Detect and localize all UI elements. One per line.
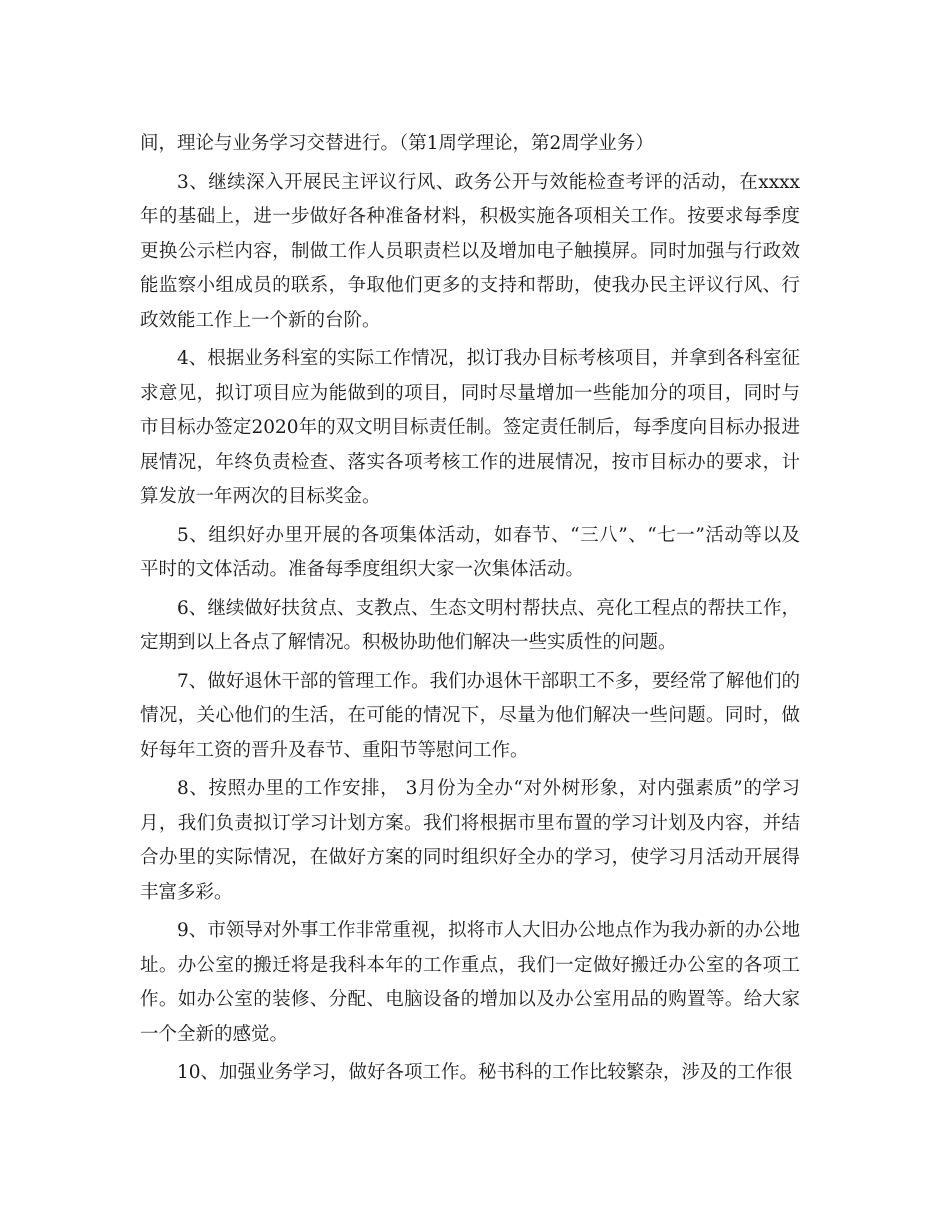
paragraph-item-6: 6、继续做好扶贫点、支教点、生态文明村帮扶点、亮化工程点的帮扶工作，定期到以上各点了解情况。积极协助他们解决一些实质性的问题。 [140, 597, 800, 653]
paragraph-item-7: 7、做好退休干部的管理工作。我们办退休干部职工不多，要经常了解他们的情况，关心他们的生活，在可能的情况下，尽量为他们解决一些问题。同时，做好每年工资的晋升及春节、重阳节等慰问工作。 [140, 670, 800, 761]
paragraph-item-10: 10、加强业务学习，做好各项工作。秘书科的工作比较繁杂，涉及的工作很 [177, 1062, 793, 1083]
paragraph-item-8: 8、按照办里的工作安排， 3月份为全办“对外树形象，对内强素质”的学习月，我们负责拟订学习计划方案。我们将根据市里布置的学习计划及内容，并结合办里的实际情况，在做好方案的同时组织好全办的学习，使学习月活动开展得丰富多彩。 [140, 778, 800, 903]
document-body [140, 127, 800, 1095]
paragraph-item-9: 9、市领导对外事工作非常重视，拟将市人大旧办公地点作为我办新的办公地址。办公室的搬迁将是我科本年的工作重点，我们一定做好搬迁办公室的各项工作。如办公室的装修、分配、电脑设备的增加以及办公室用品的购置等。给大家一个全新的感觉。 [140, 920, 800, 1045]
paragraph-item-4: 4、根据业务科室的实际工作情况，拟订我办目标考核项目，并拿到各科室征求意见，拟订项目应为能做到的项目，同时尽量增加一些能加分的项目，同时与市目标办签定2020年的双文明目标责任制。签定责任制后，每季度向目标办报进展情况，年终负责检查、落实各项考核工作的进展情况，按市目标办的要求，计算发放一年两次的目标奖金。 [140, 348, 800, 507]
paragraph-item-5: 5、组织好办里开展的各项集体活动，如春节、“三八”、“七一”活动等以及平时的文体活动。准备每季度组织大家一次集体活动。 [140, 524, 800, 580]
paragraph-continuation: 间，理论与业务学习交替进行。（第1周学理论，第2周学业务） [140, 133, 654, 154]
paragraph-item-3: 3、继续深入开展民主评议行风、政务公开与效能检查考评的活动，在xxxx年的基础上，进一步做好各种准备材料，积极实施各项相关工作。按要求每季度更换公示栏内容，制做工作人员职责栏以及增加电子触摸屏。同时加强与行政效能监察小组成员的联系，争取他们更多的支持和帮助，使我办民主评议行风、行政效能工作上一个新的台阶。 [140, 171, 800, 331]
